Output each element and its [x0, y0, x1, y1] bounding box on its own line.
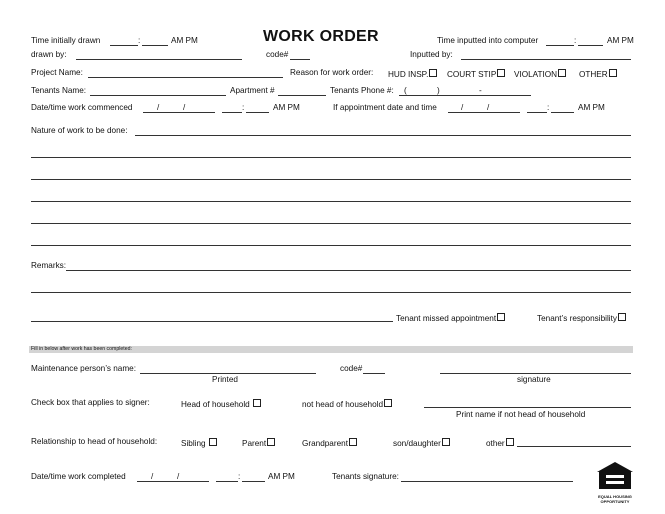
tenant-missed-label: Tenant missed appointment: [396, 314, 497, 323]
reason-other-option[interactable]: [579, 69, 617, 79]
reason-hud-label: HUD INSP.: [388, 70, 429, 79]
relationship-label: Relationship to head of household:: [31, 437, 158, 446]
tenant-name-label: Tenants Name:: [31, 86, 87, 95]
appointment-ampm: AM PM: [578, 103, 605, 112]
completed-slash-1: /: [151, 472, 154, 481]
phone-close-paren: ): [437, 86, 440, 95]
nature-line-3[interactable]: [31, 179, 631, 180]
relationship-parent-checkbox[interactable]: [267, 438, 275, 446]
reason-other-checkbox[interactable]: [609, 69, 617, 77]
nature-line-1[interactable]: [135, 135, 631, 136]
tenant-name-field[interactable]: [90, 95, 226, 96]
commenced-hour-field[interactable]: [222, 112, 242, 113]
nature-line-6[interactable]: [31, 245, 631, 246]
tenant-phone-label: Tenants Phone #:: [330, 86, 394, 95]
tenant-missed-checkbox[interactable]: [497, 313, 505, 321]
tenant-signature-label: Tenants signature:: [332, 472, 399, 481]
time-drawn-ampm: AM PM: [171, 36, 198, 45]
reason-court-checkbox[interactable]: [497, 69, 505, 77]
reason-hud-option[interactable]: [388, 69, 437, 79]
reason-hud-checkbox[interactable]: [429, 69, 437, 77]
relationship-grandparent-label: Grandparent: [302, 439, 348, 448]
completed-date-field[interactable]: [137, 481, 209, 482]
reason-other-label: OTHER: [579, 70, 608, 79]
maintenance-code-label: code#: [340, 364, 363, 373]
appointment-label: If appointment date and time: [333, 103, 437, 112]
tenant-responsibility-label: Tenant’s responsibility: [537, 314, 617, 323]
drawn-by-field[interactable]: [76, 59, 242, 60]
inputted-by-label: Inputted by:: [410, 50, 453, 59]
house-icon: [594, 460, 636, 490]
signer-head-checkbox[interactable]: [253, 399, 261, 407]
commenced-ampm: AM PM: [273, 103, 300, 112]
signer-label: Check box that applies to signer:: [31, 398, 150, 407]
completed-label: Date/time work completed: [31, 472, 126, 481]
reason-violation-option[interactable]: [514, 69, 566, 79]
reason-court-option[interactable]: [447, 69, 505, 79]
equal-housing-logo: [594, 460, 636, 504]
completed-minute-field[interactable]: [242, 481, 265, 482]
project-name-label: Project Name:: [31, 68, 83, 77]
relationship-parent-option[interactable]: [242, 438, 275, 448]
commenced-slash-2: /: [183, 103, 186, 112]
reason-violation-label: VIOLATION: [514, 70, 558, 79]
print-name-field[interactable]: [424, 407, 631, 408]
signature-caption: signature: [517, 375, 551, 384]
maintenance-code-field[interactable]: [363, 373, 385, 374]
appointment-slash-2: /: [487, 103, 490, 112]
commenced-label: Date/time work commenced: [31, 103, 133, 112]
relationship-sibling-checkbox[interactable]: [209, 438, 217, 446]
print-name-caption: Print name if not head of household: [456, 410, 586, 419]
nature-line-4[interactable]: [31, 201, 631, 202]
relationship-parent-label: Parent: [242, 439, 267, 448]
completed-slash-2: /: [177, 472, 180, 481]
tenant-missed-option[interactable]: [396, 313, 505, 323]
commenced-time-sep: :: [242, 103, 245, 112]
relationship-son-daughter-label: son/daughter: [393, 439, 441, 448]
relationship-son-daughter-option[interactable]: [393, 438, 450, 448]
reason-label: Reason for work order:: [290, 68, 374, 77]
logo-line-1: EQUAL HOUSING: [598, 494, 632, 499]
signer-head-option[interactable]: [181, 399, 261, 409]
reason-violation-checkbox[interactable]: [558, 69, 566, 77]
remarks-label: Remarks:: [31, 261, 67, 270]
maintenance-person-label: Maintenance person’s name:: [31, 364, 136, 373]
nature-line-5[interactable]: [31, 223, 631, 224]
appointment-time-sep: :: [547, 103, 550, 112]
tenant-signature-field[interactable]: [401, 481, 573, 482]
signer-not-head-label: not head of household: [302, 400, 384, 409]
commenced-date-field[interactable]: [143, 112, 215, 113]
printed-caption: Printed: [212, 375, 238, 384]
signer-head-label: Head of household: [181, 400, 250, 409]
time-input-minute-field[interactable]: [578, 45, 603, 46]
code-field[interactable]: [290, 59, 310, 60]
signer-not-head-checkbox[interactable]: [384, 399, 392, 407]
relationship-other-label: other: [486, 439, 505, 448]
apartment-label: Apartment #: [230, 86, 275, 95]
relationship-sibling-option[interactable]: [181, 438, 217, 448]
time-drawn-sep: :: [138, 36, 141, 45]
time-drawn-hour-field[interactable]: [110, 45, 138, 46]
logo-line-2: OPPORTUNITY: [600, 498, 630, 504]
phone-dash: -: [479, 86, 482, 95]
code-label: code#: [266, 50, 289, 59]
equal-housing-text: [594, 495, 636, 505]
relationship-other-option[interactable]: [486, 438, 514, 448]
time-drawn-minute-field[interactable]: [142, 45, 168, 46]
maintenance-name-field[interactable]: [140, 373, 316, 374]
drawn-by-label: drawn by:: [31, 50, 67, 59]
project-name-field[interactable]: [88, 77, 283, 78]
time-input-hour-field[interactable]: [546, 45, 574, 46]
appointment-hour-field[interactable]: [527, 112, 547, 113]
remarks-line-2[interactable]: [31, 292, 631, 293]
reason-court-label: COURT STIP: [447, 70, 497, 79]
relationship-grandparent-option[interactable]: [302, 438, 357, 448]
time-drawn-label: Time initially drawn: [31, 36, 101, 45]
signer-not-head-option[interactable]: [302, 399, 392, 409]
tenant-responsibility-option[interactable]: [537, 313, 626, 323]
completed-time-sep: :: [238, 472, 241, 481]
appointment-minute-field[interactable]: [551, 112, 574, 113]
nature-line-2[interactable]: [31, 157, 631, 158]
appointment-slash-1: /: [461, 103, 464, 112]
tenant-responsibility-checkbox[interactable]: [618, 313, 626, 321]
relationship-other-checkbox[interactable]: [506, 438, 514, 446]
relationship-son-daughter-checkbox[interactable]: [442, 438, 450, 446]
tenant-phone-field[interactable]: [399, 95, 531, 96]
completed-hour-field[interactable]: [216, 481, 238, 482]
completion-band-label: Fill in below after work has been completed:: [31, 346, 132, 352]
inputted-by-field[interactable]: [461, 59, 631, 60]
relationship-grandparent-checkbox[interactable]: [349, 438, 357, 446]
time-input-label: Time inputted into computer: [437, 36, 539, 45]
time-input-ampm: AM PM: [607, 36, 634, 45]
remarks-line-1[interactable]: [66, 270, 631, 271]
form-title: WORK ORDER: [263, 28, 379, 45]
nature-label: Nature of work to be done:: [31, 126, 128, 135]
phone-open-paren: (: [404, 86, 407, 95]
time-input-sep: :: [574, 36, 577, 45]
commenced-minute-field[interactable]: [246, 112, 269, 113]
relationship-other-field[interactable]: [517, 446, 631, 447]
completed-ampm: AM PM: [268, 472, 295, 481]
relationship-sibling-label: Sibling: [181, 439, 206, 448]
remarks-line-3[interactable]: [31, 321, 393, 322]
appointment-date-field[interactable]: [448, 112, 520, 113]
commenced-slash-1: /: [157, 103, 160, 112]
apartment-field[interactable]: [278, 95, 326, 96]
maintenance-signature-field[interactable]: [440, 373, 631, 374]
